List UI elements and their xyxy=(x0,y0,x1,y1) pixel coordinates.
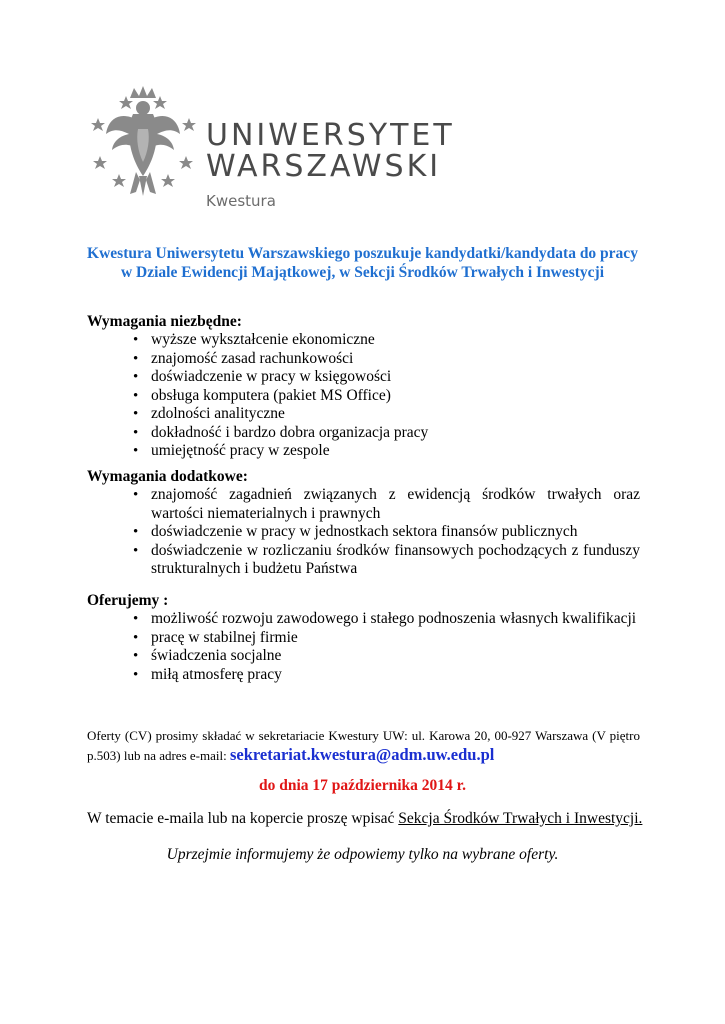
offer-title: Oferujemy : xyxy=(87,592,169,609)
contact-text: Oferty (CV) prosimy składać w sekretariacie Kwestury UW: ul. Karowa 20, 00-927 Warszawa (V piętro p.503) lub na adres e-mail: xyxy=(87,728,640,763)
deadline-text: do dnia 17 października 2014 r. xyxy=(259,777,466,794)
university-logo xyxy=(86,84,455,214)
subject-prefix: W temacie e-maila lub na kopercie proszę wpisać xyxy=(87,810,399,827)
bullet-icon: • xyxy=(133,369,139,385)
bullet-icon: • xyxy=(133,387,139,404)
subject-value: Sekcja Środków Trwałych i Inwestycji. xyxy=(398,810,643,827)
bullet-icon: • xyxy=(133,487,139,503)
offer-section xyxy=(87,592,640,684)
list-item: • pracę w stabilnej firmie xyxy=(133,628,298,646)
requirements-title: Wymagania niezbędne: xyxy=(87,313,242,330)
bullet-icon: • xyxy=(133,666,139,683)
bullet-icon: • xyxy=(133,424,139,441)
list-item: • znajomość zagadnień związanych z ewidencją środków trwałych oraz wartości niematerialnych i prawnych xyxy=(133,486,640,522)
bullet-icon: • xyxy=(133,350,139,367)
list-item: • wyższe wykształcenie ekonomiczne xyxy=(133,331,375,348)
closing-note: Uprzejmie informujemy że odpowiemy tylko na wybrane oferty. xyxy=(166,846,559,863)
list-item: • możliwość rozwoju zawodowego i stałego podnoszenia własnych kwalifikacji xyxy=(133,610,637,627)
bullet-icon: • xyxy=(133,648,139,664)
job-headline xyxy=(60,244,665,282)
subject-instruction xyxy=(87,810,642,828)
bullet-icon: • xyxy=(133,443,139,459)
list-item: • doświadczenie w pracy w jednostkach sektora finansów publicznych xyxy=(133,523,578,540)
list-item: • znajomość zasad rachunkowości xyxy=(133,349,354,367)
contact-paragraph xyxy=(87,726,640,765)
additional-section xyxy=(87,468,640,579)
offer-list xyxy=(87,610,640,684)
list-item: • obsługa komputera (pakiet MS Office) xyxy=(133,386,391,404)
bullet-icon: • xyxy=(133,611,139,627)
list-item: • zdolności analityczne xyxy=(133,405,285,422)
list-item: • świadczenia socjalne xyxy=(133,647,282,664)
list-item: • doświadczenie w pracy w księgowości xyxy=(133,368,392,385)
bullet-icon: • xyxy=(133,629,139,646)
list-item: • miłą atmosferę pracy xyxy=(133,665,282,683)
email-link[interactable]: sekretariat.kwestura@adm.uw.edu.pl xyxy=(229,745,495,764)
department-name: Kwestura xyxy=(206,192,276,210)
additional-list xyxy=(87,486,640,579)
bullet-icon: • xyxy=(133,524,139,540)
eagle-crest-icon xyxy=(86,84,201,214)
list-item: • umiejętność pracy w zespole xyxy=(133,442,330,459)
university-name: UNIWERSYTET WARSZAWSKI xyxy=(206,118,455,184)
list-item: • doświadczenie w rozliczaniu środków finansowych pochodzących z funduszy strukturalnych i budżetu Państwa xyxy=(133,541,640,577)
bullet-icon: • xyxy=(133,332,139,348)
requirements-list xyxy=(87,331,640,461)
bullet-icon: • xyxy=(133,406,139,422)
requirements-section xyxy=(87,313,640,461)
headline-line-2: w Dziale Ewidencji Majątkowej, w Sekcji Środków Trwałych i Inwestycji xyxy=(120,264,605,281)
headline-line-1: Kwestura Uniwersytetu Warszawskiego poszukuje kandydatki/kandydata do pracy xyxy=(87,245,638,262)
bullet-icon: • xyxy=(133,542,139,559)
list-item: • dokładność i bardzo dobra organizacja pracy xyxy=(133,423,429,441)
additional-title: Wymagania dodatkowe: xyxy=(87,468,248,485)
